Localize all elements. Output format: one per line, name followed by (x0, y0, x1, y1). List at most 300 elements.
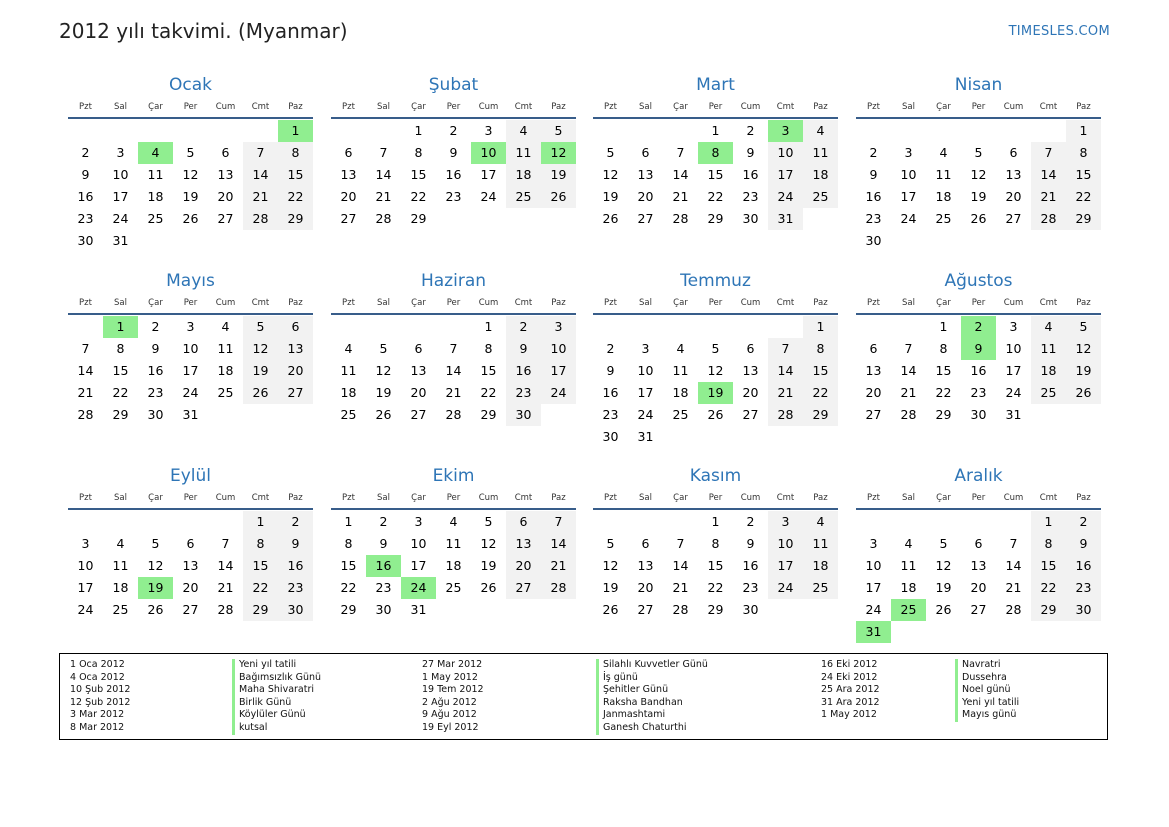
days-grid (856, 119, 1101, 252)
day-cell: 9 (1066, 533, 1101, 555)
empty-cell (926, 120, 961, 142)
legend-holiday-name: Birlik Günü (239, 696, 292, 708)
day-cell: 25 (935, 211, 952, 226)
day-cell: 26 (375, 407, 392, 422)
legend-dates-2 (422, 659, 484, 735)
empty-cell (663, 511, 698, 533)
weekday-label: Cum (215, 102, 236, 112)
weekday-label: Cmt (1039, 493, 1058, 503)
weekday-label: Paz (813, 493, 828, 503)
day-cell: 15 (410, 167, 427, 182)
day-cell: 27 (182, 602, 199, 617)
day-cell: 31 (112, 233, 129, 248)
day-cell: 11 (445, 536, 462, 551)
day-cell: 4 (506, 120, 541, 142)
day-cell: 28 (672, 602, 689, 617)
day-cell: 24 (637, 407, 654, 422)
weekday-label: Cmt (776, 298, 795, 308)
day-cell: 30 (77, 233, 94, 248)
day-cell: 29 (278, 208, 313, 230)
day-cell: 5 (606, 145, 615, 160)
day-cell: 4 (221, 319, 230, 334)
legend-date: 19 Tem 2012 (422, 684, 484, 696)
empty-cell (68, 120, 103, 142)
day-cell: 30 (602, 429, 619, 444)
day-cell: 4 (904, 536, 913, 551)
weekday-label: Paz (288, 493, 303, 503)
day-cell: 19 (541, 164, 576, 186)
day-cell: 28 (672, 211, 689, 226)
empty-cell (208, 120, 243, 142)
day-cell: 28 (445, 407, 462, 422)
day-cell: 4 (116, 536, 125, 551)
empty-cell (628, 511, 663, 533)
day-cell: 11 (672, 363, 689, 378)
day-cell: 29 (707, 602, 724, 617)
holiday-day-cell: 12 (541, 142, 576, 164)
day-cell: 11 (340, 363, 357, 378)
legend-date: 1 May 2012 (422, 671, 478, 683)
holiday-day-cell: 4 (138, 142, 173, 164)
weekday-label: Pzt (342, 493, 355, 503)
empty-cell (768, 316, 803, 338)
day-cell: 12 (970, 167, 987, 182)
empty-cell (593, 316, 628, 338)
day-cell: 14 (217, 558, 234, 573)
month-block (331, 269, 576, 426)
weekday-label: Sal (639, 102, 652, 112)
day-cell: 23 (970, 385, 987, 400)
day-cell: 30 (506, 404, 541, 426)
day-cell: 2 (379, 514, 388, 529)
day-cell: 18 (340, 385, 357, 400)
day-cell: 21 (375, 189, 392, 204)
weekday-label: Pzt (604, 493, 617, 503)
weekday-label: Çar (936, 493, 951, 503)
day-cell: 1 (344, 514, 353, 529)
weekday-label: Per (446, 493, 461, 503)
days-grid (331, 315, 576, 426)
day-cell: 17 (900, 189, 917, 204)
day-cell: 13 (340, 167, 357, 182)
month-name: Ağustos (944, 271, 1013, 291)
day-cell: 31 (637, 429, 654, 444)
day-cell: 1 (1066, 120, 1101, 142)
legend-date: 12 Şub 2012 (70, 696, 131, 708)
day-cell: 15 (707, 558, 724, 573)
month-name: Eylül (169, 466, 212, 486)
day-cell: 6 (641, 145, 650, 160)
month-block (593, 269, 838, 448)
day-cell: 4 (676, 341, 685, 356)
day-cell: 15 (935, 363, 952, 378)
day-cell: 23 (742, 189, 759, 204)
day-cell: 19 (480, 558, 497, 573)
empty-cell (436, 316, 471, 338)
weekday-label: Paz (1076, 102, 1091, 112)
holiday-day-cell: 25 (891, 599, 926, 621)
empty-cell (733, 316, 768, 338)
month-block (593, 73, 838, 230)
legend-date: 19 Eyl 2012 (422, 721, 479, 733)
day-cell: 10 (637, 363, 654, 378)
day-cell: 3 (484, 123, 493, 138)
day-cell: 20 (410, 385, 427, 400)
day-cell: 17 (541, 360, 576, 382)
empty-cell (68, 316, 103, 338)
day-cell: 1 (939, 319, 948, 334)
day-cell: 24 (77, 602, 94, 617)
legend-holiday-name: Janmashtami (603, 709, 666, 721)
day-cell: 25 (803, 577, 838, 599)
weekday-label: Paz (288, 102, 303, 112)
page-title: 2012 yılı takvimi. (Myanmar) (59, 19, 348, 43)
day-cell: 8 (243, 533, 278, 555)
day-cell: 24 (480, 189, 497, 204)
day-cell: 25 (217, 385, 234, 400)
legend-date: 2 Ağu 2012 (422, 696, 477, 708)
weekday-label: Çar (148, 298, 163, 308)
day-cell: 15 (243, 555, 278, 577)
day-cell: 21 (445, 385, 462, 400)
day-cell: 13 (217, 167, 234, 182)
day-cell: 17 (410, 558, 427, 573)
day-cell: 8 (1031, 533, 1066, 555)
weekday-label: Cum (740, 102, 761, 112)
days-grid (68, 315, 313, 426)
day-cell: 10 (112, 167, 129, 182)
legend-holiday-name: İş günü (603, 671, 638, 683)
day-cell: 7 (541, 511, 576, 533)
weekday-header (68, 97, 313, 119)
empty-cell (593, 120, 628, 142)
day-cell: 14 (672, 167, 689, 182)
empty-cell (996, 120, 1031, 142)
day-cell: 31 (1005, 407, 1022, 422)
weekday-label: Çar (411, 493, 426, 503)
day-cell: 26 (707, 407, 724, 422)
day-cell: 21 (768, 382, 803, 404)
weekday-label: Cmt (1039, 298, 1058, 308)
weekday-header (593, 488, 838, 510)
day-cell: 24 (768, 577, 803, 599)
holiday-day-cell: 24 (401, 577, 436, 599)
day-cell: 18 (445, 558, 462, 573)
month-block (68, 73, 313, 252)
day-cell: 10 (900, 167, 917, 182)
day-cell: 18 (672, 385, 689, 400)
legend-holiday-name: Bağımsızlık Günü (239, 671, 322, 683)
day-cell: 3 (116, 145, 125, 160)
weekday-label: Paz (551, 298, 566, 308)
day-cell: 21 (1005, 580, 1022, 595)
day-cell: 20 (637, 580, 654, 595)
day-cell: 29 (243, 599, 278, 621)
day-cell: 13 (182, 558, 199, 573)
weekday-label: Çar (411, 102, 426, 112)
day-cell: 9 (449, 145, 458, 160)
day-cell: 30 (278, 599, 313, 621)
day-cell: 2 (606, 341, 615, 356)
weekday-header (593, 293, 838, 315)
day-cell: 16 (742, 558, 759, 573)
weekday-header (856, 97, 1101, 119)
day-cell: 14 (375, 167, 392, 182)
day-cell: 14 (1031, 164, 1066, 186)
weekday-label: Pzt (79, 102, 92, 112)
day-cell: 15 (278, 164, 313, 186)
day-cell: 21 (672, 189, 689, 204)
day-cell: 29 (340, 602, 357, 617)
weekday-label: Per (971, 493, 986, 503)
day-cell: 5 (379, 341, 388, 356)
day-cell: 29 (707, 211, 724, 226)
day-cell: 1 (484, 319, 493, 334)
day-cell: 14 (445, 363, 462, 378)
day-cell: 12 (602, 167, 619, 182)
day-cell: 14 (900, 363, 917, 378)
day-cell: 15 (1066, 164, 1101, 186)
weekday-label: Çar (673, 102, 688, 112)
empty-cell (103, 511, 138, 533)
day-cell: 8 (484, 341, 493, 356)
day-cell: 29 (1031, 599, 1066, 621)
empty-cell (856, 511, 891, 533)
month-name: Ocak (169, 75, 212, 95)
day-cell: 10 (768, 533, 803, 555)
day-cell: 18 (900, 580, 917, 595)
day-cell: 1 (711, 514, 720, 529)
weekday-header (68, 488, 313, 510)
day-cell: 18 (506, 164, 541, 186)
day-cell: 7 (449, 341, 458, 356)
legend-date: 31 Ara 2012 (821, 696, 880, 708)
day-cell: 3 (904, 145, 913, 160)
day-cell: 18 (217, 363, 234, 378)
month-block (856, 464, 1101, 643)
day-cell: 24 (1005, 385, 1022, 400)
day-cell: 21 (672, 580, 689, 595)
weekday-label: Cum (1003, 298, 1024, 308)
legend-names-3 (955, 659, 1019, 722)
month-name: Kasım (689, 466, 742, 486)
day-cell: 21 (243, 186, 278, 208)
day-cell: 30 (1066, 599, 1101, 621)
legend-date: 3 Mar 2012 (70, 709, 125, 721)
day-cell: 22 (278, 186, 313, 208)
day-cell: 27 (340, 211, 357, 226)
day-cell: 13 (410, 363, 427, 378)
legend-holiday-name: Mayıs günü (962, 709, 1017, 721)
legend-date: 16 Eki 2012 (821, 659, 878, 670)
day-cell: 22 (935, 385, 952, 400)
day-cell: 3 (1009, 319, 1018, 334)
weekday-label: Cmt (251, 102, 270, 112)
month-name: Nisan (954, 75, 1003, 95)
day-cell: 9 (746, 145, 755, 160)
day-cell: 8 (803, 338, 838, 360)
site-link[interactable]: TIMESLES.COM (1008, 24, 1110, 39)
day-cell: 7 (379, 145, 388, 160)
day-cell: 9 (379, 536, 388, 551)
day-cell: 16 (278, 555, 313, 577)
weekday-label: Sal (114, 298, 127, 308)
day-cell: 2 (151, 319, 160, 334)
day-cell: 23 (602, 407, 619, 422)
day-cell: 12 (480, 536, 497, 551)
holiday-day-cell: 19 (138, 577, 173, 599)
day-cell: 5 (1066, 316, 1101, 338)
empty-cell (856, 120, 891, 142)
day-cell: 10 (865, 558, 882, 573)
day-cell: 28 (768, 404, 803, 426)
day-cell: 12 (375, 363, 392, 378)
weekday-label: Per (971, 298, 986, 308)
weekday-label: Per (183, 493, 198, 503)
day-cell: 25 (340, 407, 357, 422)
empty-cell (926, 511, 961, 533)
day-cell: 24 (112, 211, 129, 226)
day-cell: 7 (676, 145, 685, 160)
day-cell: 6 (278, 316, 313, 338)
day-cell: 26 (935, 602, 952, 617)
legend-date: 10 Şub 2012 (70, 684, 131, 696)
day-cell: 3 (186, 319, 195, 334)
day-cell: 2 (278, 511, 313, 533)
day-cell: 25 (1031, 382, 1066, 404)
weekday-label: Cum (1003, 493, 1024, 503)
weekday-label: Cmt (1039, 102, 1058, 112)
day-cell: 8 (116, 341, 125, 356)
day-cell: 16 (77, 189, 94, 204)
day-cell: 14 (672, 558, 689, 573)
day-cell: 17 (768, 555, 803, 577)
weekday-label: Cum (478, 493, 499, 503)
day-cell: 25 (672, 407, 689, 422)
day-cell: 2 (869, 145, 878, 160)
day-cell: 11 (935, 167, 952, 182)
day-cell: 23 (445, 189, 462, 204)
day-cell: 2 (449, 123, 458, 138)
day-cell: 5 (541, 120, 576, 142)
weekday-label: Pzt (604, 298, 617, 308)
day-cell: 18 (1031, 360, 1066, 382)
day-cell: 14 (768, 360, 803, 382)
day-cell: 23 (742, 580, 759, 595)
day-cell: 28 (77, 407, 94, 422)
day-cell: 9 (278, 533, 313, 555)
day-cell: 3 (414, 514, 423, 529)
weekday-label: Pzt (604, 102, 617, 112)
weekday-label: Pzt (867, 102, 880, 112)
legend-holiday-name: Noel günü (962, 684, 1011, 696)
empty-cell (961, 120, 996, 142)
days-grid (856, 315, 1101, 426)
day-cell: 20 (637, 189, 654, 204)
day-cell: 27 (637, 602, 654, 617)
day-cell: 31 (768, 208, 803, 230)
day-cell: 2 (506, 316, 541, 338)
weekday-label: Cum (1003, 102, 1024, 112)
day-cell: 26 (970, 211, 987, 226)
legend-holiday-name: Yeni yıl tatili (239, 659, 297, 670)
empty-cell (401, 316, 436, 338)
weekday-label: Pzt (342, 298, 355, 308)
month-name: Aralık (954, 466, 1003, 486)
day-cell: 10 (182, 341, 199, 356)
day-cell: 22 (1066, 186, 1101, 208)
legend-names-1 (232, 659, 321, 735)
empty-cell (138, 120, 173, 142)
empty-cell (961, 511, 996, 533)
day-cell: 27 (865, 407, 882, 422)
day-cell: 9 (506, 338, 541, 360)
legend-holiday-name: kutsal (239, 721, 268, 733)
day-cell: 22 (480, 385, 497, 400)
day-cell: 29 (935, 407, 952, 422)
day-cell: 8 (939, 341, 948, 356)
day-cell: 19 (602, 580, 619, 595)
days-grid (331, 510, 576, 621)
day-cell: 25 (506, 186, 541, 208)
day-cell: 19 (182, 189, 199, 204)
day-cell: 16 (1066, 555, 1101, 577)
day-cell: 20 (970, 580, 987, 595)
day-cell: 2 (746, 123, 755, 138)
day-cell: 18 (803, 555, 838, 577)
day-cell: 24 (182, 385, 199, 400)
day-cell: 17 (480, 167, 497, 182)
day-cell: 30 (970, 407, 987, 422)
day-cell: 13 (506, 533, 541, 555)
day-cell: 26 (480, 580, 497, 595)
legend-holiday-name: Köylüler Günü (239, 709, 306, 721)
weekday-label: Cmt (514, 493, 533, 503)
day-cell: 19 (602, 189, 619, 204)
day-cell: 11 (900, 558, 917, 573)
day-cell: 20 (1005, 189, 1022, 204)
day-cell: 4 (449, 514, 458, 529)
day-cell: 12 (243, 338, 278, 360)
day-cell: 31 (410, 602, 427, 617)
holiday-day-cell: 1 (278, 120, 313, 142)
weekday-label: Sal (377, 298, 390, 308)
month-block (856, 73, 1101, 252)
day-cell: 8 (414, 145, 423, 160)
weekday-header (856, 293, 1101, 315)
day-cell: 24 (768, 186, 803, 208)
empty-cell (208, 511, 243, 533)
weekday-label: Per (446, 102, 461, 112)
day-cell: 25 (803, 186, 838, 208)
day-cell: 4 (1031, 316, 1066, 338)
day-cell: 26 (541, 186, 576, 208)
day-cell: 28 (541, 577, 576, 599)
day-cell: 30 (147, 407, 164, 422)
day-cell: 12 (1066, 338, 1101, 360)
day-cell: 13 (865, 363, 882, 378)
day-cell: 7 (243, 142, 278, 164)
day-cell: 6 (1009, 145, 1018, 160)
holiday-day-cell: 1 (103, 316, 138, 338)
day-cell: 22 (112, 385, 129, 400)
day-cell: 6 (221, 145, 230, 160)
day-cell: 7 (676, 536, 685, 551)
day-cell: 9 (81, 167, 90, 182)
empty-cell (891, 316, 926, 338)
legend-holiday-name: Navratri (962, 659, 1001, 670)
legend-date: 8 Mar 2012 (70, 721, 125, 733)
